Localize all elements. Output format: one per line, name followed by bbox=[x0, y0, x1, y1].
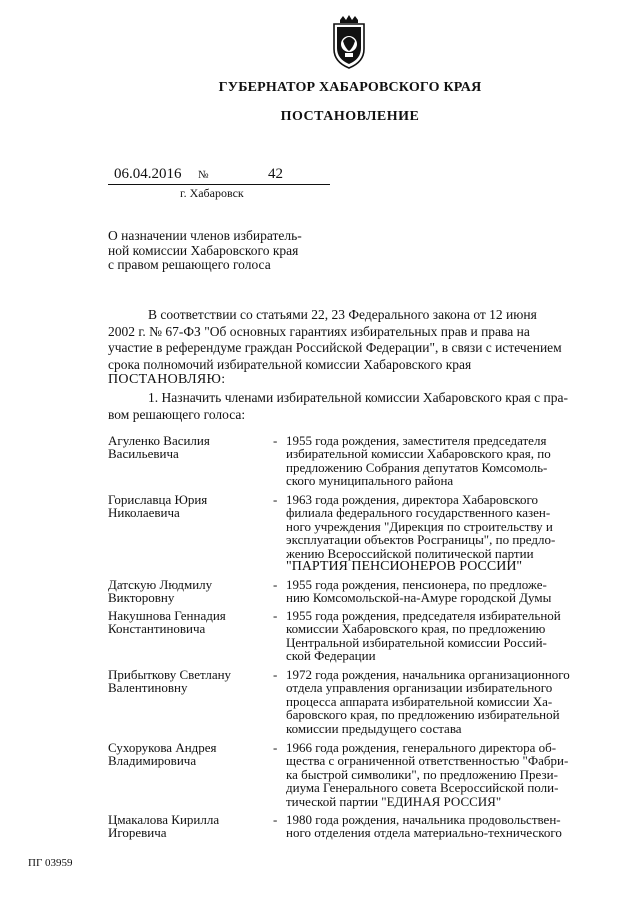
form-code: ПГ 03959 bbox=[28, 857, 73, 869]
desc-line: ка быстрой символики", по предложению Прези- bbox=[286, 766, 558, 782]
desc-line: 1963 года рождения, директора Хабаровского bbox=[286, 492, 539, 507]
member-name-line: Сухорукова Андрея bbox=[108, 740, 217, 755]
member-name-line: Игоревича bbox=[108, 825, 167, 841]
member-description bbox=[286, 813, 612, 840]
entry-dash: - bbox=[273, 740, 278, 755]
entry-dash: - bbox=[273, 492, 278, 507]
desc-line: отдела управления организации избирательного bbox=[286, 680, 553, 696]
desc-line: нию Комсомольской-на-Амуре городской Думы bbox=[286, 590, 552, 606]
member-name-line: Валентиновну bbox=[108, 680, 188, 696]
entry-dash: - bbox=[273, 433, 278, 448]
member-description bbox=[286, 609, 612, 663]
member-name-line: Васильевича bbox=[108, 446, 179, 462]
coat-of-arms-icon bbox=[326, 15, 372, 71]
member-name-line: Агуленко Василия bbox=[108, 433, 210, 448]
desc-line: 1972 года рождения, начальника организационного bbox=[286, 667, 570, 682]
clause-line: 1. Назначить членами избирательной комиссии Хабаровского края с пра- bbox=[148, 390, 568, 405]
date-number-line bbox=[108, 166, 330, 185]
member-name-line: Викторовну bbox=[108, 590, 175, 606]
member-name bbox=[108, 813, 266, 840]
document-city: г. Хабаровск bbox=[180, 186, 244, 200]
entry-dash: - bbox=[273, 577, 278, 592]
member-name bbox=[108, 578, 266, 605]
desc-line: щества с ограниченной ответственностью "Фабри- bbox=[286, 753, 569, 769]
member-name-line: Константиновича bbox=[108, 621, 206, 637]
desc-line: баровского края, по предложению избирательной bbox=[286, 707, 560, 723]
clause-line: вом решающего голоса: bbox=[108, 406, 246, 422]
member-name-line: Николаевича bbox=[108, 505, 180, 521]
subject-line: с правом решающего голоса bbox=[108, 257, 271, 272]
member-description bbox=[286, 493, 612, 573]
document-number: 42 bbox=[268, 166, 283, 182]
preamble-line: участие в референдуме граждан Российской Федерации", в связи с истечением bbox=[108, 340, 562, 355]
member-description bbox=[286, 434, 612, 488]
member-name-line: Владимировича bbox=[108, 753, 197, 769]
document-date: 06.04.2016 bbox=[114, 166, 182, 182]
document-type: ПОСТАНОВЛЕНИЕ bbox=[280, 109, 420, 124]
preamble-line: В соответствии со статьями 22, 23 Федерального закона от 12 июня bbox=[148, 307, 537, 322]
entry-dash: - bbox=[273, 608, 278, 623]
desc-line: диума Генерального совета Всероссийской поли- bbox=[286, 780, 559, 796]
member-name bbox=[108, 493, 266, 520]
desc-line: ного отделения отдела материально-технического bbox=[286, 825, 562, 841]
desc-line: комиссии предыдущего состава bbox=[286, 720, 462, 736]
desc-line: предложению Собрания депутатов Комсомоль- bbox=[286, 459, 548, 475]
member-name-line: Гориславца Юрия bbox=[108, 492, 208, 507]
entry-dash: - bbox=[273, 667, 278, 682]
preamble-line: 2002 г. № 67-ФЗ "Об основных гарантиях избирательных прав и права на bbox=[108, 323, 530, 339]
desc-line: ного учреждения "Дирекция по строительству и bbox=[286, 518, 553, 534]
desc-line: процесса аппарата избирательной комиссии Ха- bbox=[286, 693, 553, 709]
desc-line: "ПАРТИЯ ПЕНСИОНЕРОВ РОССИИ" bbox=[286, 559, 523, 575]
desc-line: 1955 года рождения, пенсионера, по предложе- bbox=[286, 577, 547, 592]
entry-dash: - bbox=[273, 812, 278, 827]
preamble bbox=[108, 307, 610, 373]
member-description bbox=[286, 578, 612, 605]
desc-line: эксплуатации объектов Росграницы", по предло- bbox=[286, 532, 556, 548]
issuer-title: ГУБЕРНАТОР ХАБАРОВСКОГО КРАЯ bbox=[218, 80, 482, 95]
desc-line: ского муниципального района bbox=[286, 473, 454, 489]
desc-line: 1955 года рождения, заместителя председателя bbox=[286, 433, 547, 448]
desc-line: 1966 года рождения, генерального директора об- bbox=[286, 740, 557, 755]
member-name-line: Накушнова Геннадия bbox=[108, 608, 226, 623]
subject-line: О назначении членов избиратель- bbox=[108, 228, 302, 243]
member-name bbox=[108, 741, 266, 768]
desc-line: 1955 года рождения, председателя избирательной bbox=[286, 608, 561, 623]
desc-line: ской Федерации bbox=[286, 648, 376, 664]
desc-line: тической партии "ЕДИНАЯ РОССИЯ" bbox=[286, 793, 502, 809]
member-description bbox=[286, 668, 612, 735]
clause-1 bbox=[108, 390, 610, 423]
desc-line: избирательной комиссии Хабаровского края, по bbox=[286, 446, 551, 462]
subject-line: ной комиссии Хабаровского края bbox=[108, 242, 299, 258]
desc-line: Центральной избирательной комиссии Россий- bbox=[286, 634, 547, 650]
desc-line: жению Всероссийской политической партии bbox=[286, 545, 534, 561]
member-name-line: Цмакалова Кирилла bbox=[108, 812, 220, 827]
member-description bbox=[286, 741, 612, 808]
desc-line: филиала федерального государственного казен- bbox=[286, 505, 551, 521]
member-name-line: Датскую Людмилу bbox=[108, 577, 213, 592]
resolve-heading: ПОСТАНОВЛЯЮ: bbox=[108, 372, 226, 387]
desc-line: комиссии Хабаровского края, по предложению bbox=[286, 621, 546, 637]
member-name-line: Прибыткову Светлану bbox=[108, 667, 232, 682]
member-name bbox=[108, 434, 266, 461]
preamble-line: срока полномочий избирательной комиссии Хабаровского края bbox=[108, 356, 472, 372]
number-sign: № bbox=[198, 169, 209, 181]
desc-line: 1980 года рождения, начальника продовольствен- bbox=[286, 812, 561, 827]
member-name bbox=[108, 609, 266, 636]
document-subject bbox=[108, 229, 368, 273]
member-name bbox=[108, 668, 266, 695]
